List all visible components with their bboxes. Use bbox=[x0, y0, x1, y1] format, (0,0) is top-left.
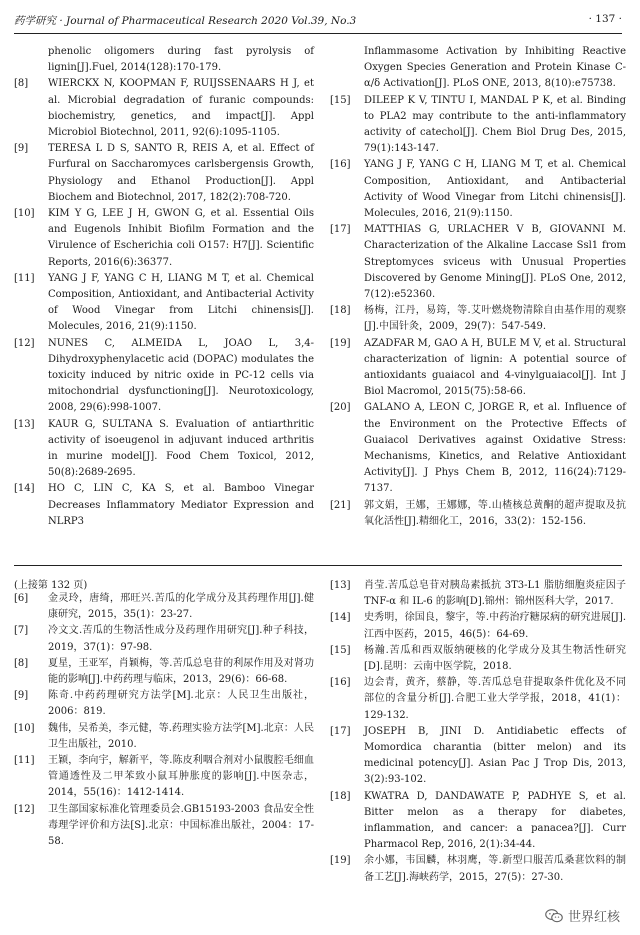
reference-item bbox=[330, 44, 626, 93]
reference-text: 陈奇.中药药理研究方法学[M].北京：人民卫生出版社，2006：819. bbox=[48, 690, 314, 718]
reference-number: [18] bbox=[330, 790, 351, 802]
reference-number: [20] bbox=[330, 402, 351, 414]
reference-item bbox=[330, 643, 626, 675]
reference-item bbox=[14, 656, 314, 688]
reference-number: [9] bbox=[14, 143, 29, 155]
reference-item bbox=[14, 753, 314, 802]
reference-number: [7] bbox=[14, 625, 29, 637]
reference-item bbox=[330, 222, 626, 303]
continued-from-label: (上接第 132 页) bbox=[14, 580, 88, 591]
reference-number: [13] bbox=[14, 418, 35, 430]
reference-number: [15] bbox=[330, 94, 351, 106]
references-right-top bbox=[330, 44, 626, 530]
reference-number: [17] bbox=[330, 725, 351, 737]
reference-number: [6] bbox=[14, 593, 29, 604]
references-left-top bbox=[14, 44, 314, 530]
reference-item bbox=[14, 336, 314, 417]
reference-item bbox=[14, 591, 314, 623]
reference-number: [15] bbox=[330, 644, 351, 656]
reference-item bbox=[14, 417, 314, 482]
reference-text: MATTHIAS G, URLACHER V B, GIOVANNI M. Characterization of the Alkaline Laccase Ssl1 from Streptomyces sviceus with Unusual Properties Discovered by Genome Mining[J]. PLoS One, 2012, 7(12):e52360. bbox=[364, 224, 626, 301]
reference-text: AZADFAR M, GAO A H, BULE M V, et al. Structural characterization of lignin: A potential source of antioxidants guaiacol and 4-vinylguaiacol[J]. Int J Biol Macromol, 2015(75):58-66. bbox=[364, 337, 626, 398]
reference-text: WIERCKX N, KOOPMAN F, RUIJSSENAARS H J, et al. Microbial degradation of furanic compounds: biochemistry, genetics, and impact[J]. Appl Microbiol Biotechnol, 2011, 92(6):1095-1105. bbox=[48, 78, 314, 139]
reference-item bbox=[330, 853, 626, 885]
reference-item bbox=[14, 688, 314, 720]
reference-item bbox=[330, 789, 626, 854]
references-right-bottom bbox=[330, 578, 626, 886]
reference-number: [19] bbox=[330, 855, 351, 867]
reference-text: 王颖，李向宇，解新平，等.陈皮利咽合剂对小鼠腹腔毛细血管通透性及二甲苯致小鼠耳肿胀度的影响[J].中医杂志，2014，55(16)：1412-1414. bbox=[48, 755, 314, 799]
reference-item bbox=[330, 157, 626, 222]
reference-number: [16] bbox=[330, 159, 351, 171]
reference-number: [12] bbox=[14, 337, 35, 349]
reference-number: [18] bbox=[330, 305, 351, 317]
reference-item bbox=[14, 623, 314, 655]
reference-number bbox=[330, 44, 364, 93]
reference-text: phenolic oligomers during fast pyrolysis of lignin[J].Fuel, 2014(128):170-179. bbox=[48, 46, 314, 74]
reference-number bbox=[14, 44, 48, 76]
reference-text: GALANO A, LEON C, JORGE R, et al. Influence of the Environment on the Protective Effects of Guaiacol Derivatives against Oxidative Stress: Mechanisms, Kinetics, and Relative Antioxidant Activity[J]. J Phys Chem B, 2012, 116(24):7129-7137. bbox=[364, 402, 626, 495]
reference-number: [8] bbox=[14, 78, 29, 90]
reference-item bbox=[330, 675, 626, 724]
reference-text: 余小娜，韦国麟，林羽鹰，等.新型口服苦瓜桑葚饮料的制备工艺[J].海峡药学，2015，27(5)：27-30. bbox=[364, 855, 626, 883]
reference-number: [12] bbox=[14, 803, 35, 815]
reference-text: HO C, LIN C, KA S, et al. Bamboo Vinegar Decreases Inflammatory Mediator Expression and NLRP3 bbox=[48, 483, 314, 527]
reference-text: 郭文娟，王娜，王娜娜，等.山楂核总黄酮的超声提取及抗氧化活性[J].精细化工，2016，33(2)：152-156. bbox=[364, 499, 626, 527]
reference-text: 魏伟，吴希美，李元健，等.药理实验方法学[M].北京：人民卫生出版社，2010. bbox=[48, 722, 314, 750]
reference-item bbox=[14, 76, 314, 141]
reference-text: 夏星，王亚军，肖颖梅，等.苦瓜总皂苷的利尿作用及对肾功能的影响[J].中药药理与临床，2013，29(6)：66-68. bbox=[48, 657, 314, 686]
reference-text: 肖莹.苦瓜总皂苷对胰岛素抵抗 3T3-L1 脂肪细胞炎症因子 TNF-α 和 IL-6 的影响[D].锦州：锦州医科大学，2017. bbox=[364, 580, 626, 608]
references-left-bottom bbox=[14, 591, 314, 850]
reference-number: [9] bbox=[14, 690, 29, 702]
reference-item bbox=[330, 724, 626, 789]
reference-number: [21] bbox=[330, 499, 351, 511]
reference-number: [13] bbox=[330, 580, 351, 591]
reference-text: 杨瀚.苦瓜和西双版纳硬核的化学成分及其生物活性研究[D].昆明：云南中医学院，2018. bbox=[364, 644, 626, 673]
reference-item bbox=[14, 721, 314, 753]
reference-number: [14] bbox=[330, 612, 351, 624]
reference-text: YANG J F, YANG C H, LIANG M T, et al. Chemical Composition, Antioxidant, and Antibacterial Activity of Wood Vinegar from Litchi chinensis[J]. Molecules, 2016, 21(9):1150. bbox=[364, 159, 626, 220]
reference-item bbox=[14, 206, 314, 271]
reference-number: [14] bbox=[14, 483, 35, 495]
reference-item bbox=[330, 578, 626, 610]
reference-text: 边会青，黄齐，蔡静，等.苦瓜总皂苷提取条件优化及不同部位的含量分析[J].合肥工业大学学报，2018，41(1)：129-132. bbox=[364, 677, 626, 721]
reference-number: [10] bbox=[14, 208, 35, 220]
reference-item bbox=[330, 498, 626, 530]
reference-text: 冷文文.苦瓜的生物活性成分及药理作用研究[J].种子科技，2019，37(1)：97-98. bbox=[48, 625, 314, 653]
reference-item bbox=[14, 481, 314, 530]
section-divider bbox=[14, 565, 622, 566]
reference-item bbox=[330, 336, 626, 401]
reference-text: KAUR G, SULTANA S. Evaluation of antiarthritic activity of isoeugenol in adjuvant induced arthritis in murine model[J]. Food Chem Toxicol, 2012, 50(8):2689-2695. bbox=[48, 418, 314, 479]
wechat-icon bbox=[545, 908, 563, 924]
reference-number: [8] bbox=[14, 657, 29, 669]
reference-text: NUNES C, ALMEIDA L, JOAO L, 3,4-Dihydroxyphenylacetic acid (DOPAC) modulates the toxicity induced by nitric oxide in PC-12 cells via mitochondrial dysfunctioning[J]. Neurotoxicology, 2008, 29(6):998-1007. bbox=[48, 337, 314, 414]
reference-item bbox=[14, 44, 314, 76]
watermark-label: 世界红核 bbox=[567, 910, 620, 925]
reference-text: DILEEP K V, TINTU I, MANDAL P K, et al. Binding to PLA2 may contribute to the anti-inflammatory activity of catechol[J]. Chem Biol Drug Des, 2015, 79(1):143-147. bbox=[364, 94, 626, 155]
reference-item bbox=[14, 802, 314, 851]
reference-number: [19] bbox=[330, 337, 351, 349]
reference-number: [11] bbox=[14, 272, 35, 284]
reference-item bbox=[330, 610, 626, 642]
reference-text: KIM Y G, LEE J H, GWON G, et al. Essential Oils and Eugenols Inhibit Biofilm Formation and the Virulence of Escherichia coli O157: H7[J]. Scientific Reports, 2016(6):36377. bbox=[48, 208, 314, 268]
reference-text: TERESA L D S, SANTO R, REIS A, et al. Effect of Furfural on Saccharomyces carlsbergensis Growth, Physiology and Ethanol Production[J]. Appl Biochem and Biotechnol, 2017, 182(2):708-720. bbox=[48, 143, 314, 203]
reference-text: 杨梅，江丹，易筠，等.艾叶燃烧物清除自由基作用的观察[J].中国针灸，2009，29(7)：547-549. bbox=[364, 305, 626, 333]
reference-text: 金灵玲，唐绮，邢旺兴.苦瓜的化学成分及其药理作用[J].健康研究，2015，35(1)：23-27. bbox=[48, 593, 314, 621]
watermark bbox=[545, 906, 620, 925]
reference-number: [11] bbox=[14, 755, 35, 767]
reference-item bbox=[14, 141, 314, 206]
page-number: · 137 · bbox=[588, 13, 622, 25]
reference-text: 史秀明，徐国良，黎宇，等.中药治疗糖尿病的研究进展[J].江西中医药，2015，46(5)：64-69. bbox=[364, 612, 626, 640]
reference-text: YANG J F, YANG C H, LIANG M T, et al. Chemical Composition, Antioxidant, and Antibacterial Activity of Wood Vinegar from Litchi chinensis[J]. Molecules, 2016, 21(9):1150. bbox=[48, 272, 314, 333]
reference-text: JOSEPH B, JINI D. Antidiabetic effects of Momordica charantia (bitter melon) and its medicinal potency[J]. Asian Pac J Trop Dis, 2013, 3(2):93-102. bbox=[364, 725, 626, 786]
reference-text: Inflammasome Activation by Inhibiting Reactive Oxygen Species Generation and Protein Kinase C-α/δ Activation[J]. PLoS ONE, 2013, 8(10):e75738. bbox=[364, 46, 626, 90]
reference-text: KWATRA D, DANDAWATE P, PADHYE S, et al. Bitter melon as a therapy for diabetes, inflammation, and cancer: a panacea?[J]. Curr Pharmacol Rep, 2016, 2(1):34-44. bbox=[364, 790, 626, 851]
reference-number: [17] bbox=[330, 224, 351, 236]
reference-text: 卫生部国家标准化管理委员会.GB15193-2003 食品安全性毒理学评价和方法[S].北京：中国标准出版社，2004：17-58. bbox=[48, 803, 314, 848]
reference-number: [10] bbox=[14, 722, 35, 734]
journal-title: 药学研究 · Journal of Pharmaceutical Research 2020 Vol.39, No.3 bbox=[14, 15, 357, 27]
reference-item bbox=[330, 303, 626, 335]
page-header bbox=[14, 8, 622, 34]
reference-number: [16] bbox=[330, 677, 351, 689]
reference-item bbox=[14, 271, 314, 336]
reference-item bbox=[330, 93, 626, 158]
reference-item bbox=[330, 400, 626, 497]
